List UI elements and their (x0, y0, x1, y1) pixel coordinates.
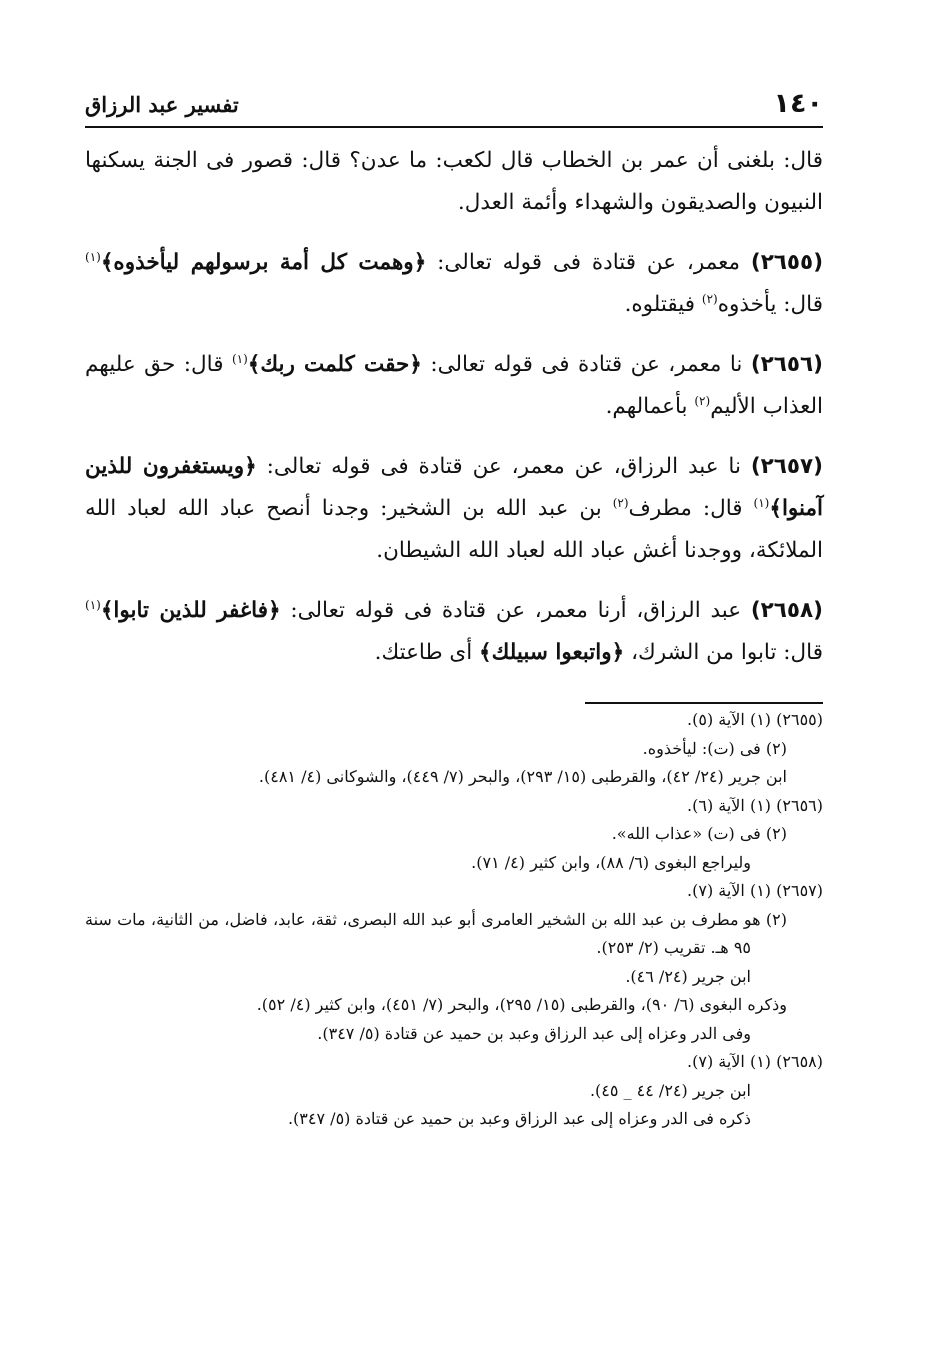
footnote-ref: (١) (753, 495, 770, 510)
footnote: (٢٦٥٨) (١) الآية (٧). (687, 1052, 823, 1071)
text-segment: قال: حق عليهم العذاب الأليم (85, 352, 823, 419)
footnote: (٢٦٥٥) (١) الآية (٥). (687, 710, 823, 729)
text-segment: قال: تابوا من الشرك، (624, 640, 823, 665)
footnote: وذكره البغوى (٦/ ٩٠)، والقرطبى (١٥/ ٢٩٥)، والبحر (٧/ ٤٥١)، وابن كثير (٤/ ٥٢). (256, 995, 787, 1014)
footnote: ابن جرير (٢٤/ ٤٢)، والقرطبى (١٥/ ٢٩٣)، والبحر (٧/ ٤٤٩)، والشوكانى (٤/ ٤٨١). (258, 767, 787, 786)
header-rule (85, 126, 823, 128)
text-segment: فيقتلوه. (624, 292, 702, 317)
text-segment: قال: يأخذوه (717, 292, 823, 317)
footnote: (٢) هو مطرف بن عبد الله بن الشخير العامرى أبو عبد الله البصرى، ثقة، عابد، فاضل، من الثانية، مات سنة ٩٥ هـ. تقريب (٢/ ٢٥٣). (85, 909, 787, 957)
paragraph-text: قال: بلغنى أن عمر بن الخطاب قال لكعب: ما عدن؟ قال: قصور فى الجنة يسكنها النبيون والصديقون والشهداء وأئمة العدل. (85, 148, 823, 215)
entry-number: (٢٦٥٦) (750, 352, 823, 377)
main-text (85, 140, 823, 692)
paragraph-2655 (85, 242, 823, 326)
text-segment: قال: مطرف (628, 496, 754, 521)
paragraph-intro (85, 140, 823, 224)
quran-quote: ﴿حقت كلمت ربك﴾ (247, 352, 422, 377)
footnote: وليراجع البغوى (٦/ ٨٨)، وابن كثير (٤/ ٧١). (471, 852, 751, 872)
footnote: (٢) فى (ت) «عذاب الله». (611, 824, 787, 843)
footnote: ذكره فى الدر وعزاه إلى عبد الرزاق وعبد بن حميد عن قتادة (٥/ ٣٤٧). (287, 1109, 751, 1128)
footnote-ref: (١) (85, 249, 101, 264)
paragraph-2657 (85, 446, 823, 572)
text-segment: بأعمالهم. (605, 394, 695, 419)
paragraph-2656 (85, 344, 823, 428)
quran-quote: ﴿ويستغفرون للذين آمنوا﴾ (85, 454, 823, 521)
entry-number: (٢٦٥٨) (750, 598, 823, 623)
text-segment: عبد الرزاق، أرنا معمر، عن قتادة فى قوله تعالى: (280, 598, 751, 623)
text-segment: معمر، عن قتادة فى قوله تعالى: (426, 250, 751, 275)
page-header (85, 84, 823, 124)
footnote-ref: (٢) (701, 291, 718, 306)
text-segment: أى طاعتك. (374, 640, 480, 665)
footnotes (85, 706, 823, 1134)
footnote: (٢٦٥٦) (١) الآية (٦). (687, 795, 823, 815)
footnote-ref: (٢) (694, 393, 711, 408)
footnote-ref: (١) (231, 351, 248, 366)
footnote: ابن جرير (٢٤/ ٤٤ _ ٤٥). (589, 1080, 751, 1100)
footnote: ابن جرير (٢٤/ ٤٦). (625, 966, 751, 986)
footnote: (٢) فى (ت): ليأخذوه. (642, 738, 787, 758)
page-number: ١٤٠ (773, 88, 823, 119)
footnote-ref: (١) (85, 597, 101, 612)
entry-number: (٢٦٥٥) (750, 250, 824, 275)
quran-quote: ﴿واتبعوا سبيلك﴾ (479, 640, 625, 665)
text-segment: نا عبد الرزاق، عن معمر، عن قتادة فى قوله تعالى: (256, 454, 751, 479)
text-segment: نا معمر، عن قتادة فى قوله تعالى: (421, 352, 751, 377)
text-segment: بن عبد الله بن الشخير: وجدنا أنصح عباد الله لعباد الله الملائكة، ووجدنا أغش عباد الله لعباد الله الشيطان. (85, 496, 823, 563)
footnote-ref: (٢) (612, 495, 629, 510)
quran-quote: ﴿وهمت كل أمة برسولهم ليأخذوه﴾ (100, 250, 427, 275)
paragraph-2658 (85, 590, 823, 674)
footnote: (٢٦٥٧) (١) الآية (٧). (687, 881, 823, 900)
entry-number: (٢٦٥٧) (750, 454, 823, 479)
footnote-rule (585, 702, 823, 704)
running-title: تفسير عبد الرزاق (85, 92, 239, 117)
footnote: وفى الدر وعزاه إلى عبد الرزاق وعبد بن حميد عن قتادة (٥/ ٣٤٧). (317, 1023, 751, 1043)
quran-quote: ﴿فاغفر للذين تابوا﴾ (100, 598, 281, 623)
